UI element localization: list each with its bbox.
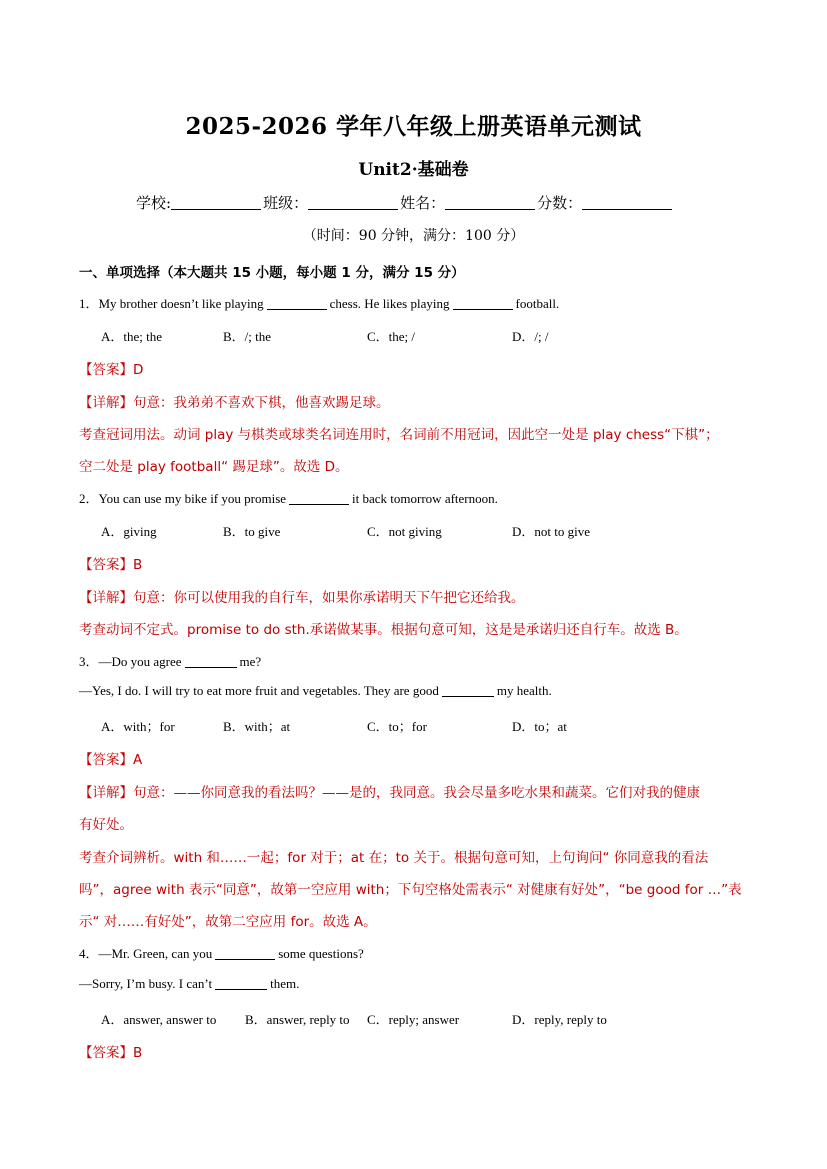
option-b: B．with；at — [223, 719, 291, 734]
option-c: C．to；for — [367, 719, 427, 734]
exam-subtitle: Unit2·基础卷 — [358, 160, 469, 180]
option-d: D．reply, reply to — [512, 1012, 607, 1027]
option-d: D．not to give — [512, 524, 590, 539]
answer-2: 【答案】B — [79, 557, 143, 573]
blank — [453, 297, 513, 310]
explain-2-line-2: 考查动词不定式。promise to do sth.承诺做某事。根据句意可知，这是是承诺归还自行车。故选 B。 — [79, 622, 688, 638]
school-label: 学校: — [136, 194, 172, 212]
student-info-row — [136, 192, 736, 213]
option-c: C．not giving — [367, 524, 442, 539]
option-d: D．/; / — [512, 329, 549, 344]
question-2-stem: 2．You can use my bike if you promise it back tomorrow afternoon. — [79, 491, 498, 506]
option-b: B．to give — [223, 524, 281, 539]
section-heading: 一、单项选择（本大题共 15 小题，每小题 1 分，满分 15 分） — [79, 265, 465, 281]
question-4-stem: 4．—Mr. Green, can you some questions? — [79, 946, 364, 961]
explain-1-line-1: 【详解】句意：我弟弟不喜欢下棋，他喜欢踢足球。 — [79, 395, 390, 411]
answer-3: 【答案】A — [79, 752, 143, 768]
explain-3-line-5: 示“ 对……有好处”，故第二空应用 for。故选 A。 — [79, 914, 377, 930]
option-c: C．reply; answer — [367, 1012, 460, 1027]
explain-3-line-2: 有好处。 — [79, 817, 133, 833]
blank — [267, 297, 327, 310]
blank — [442, 684, 494, 697]
school-blank[interactable] — [171, 195, 261, 210]
score-blank[interactable] — [582, 195, 672, 210]
blank — [185, 655, 237, 668]
question-4-stem-2: —Sorry, I’m busy. I can’t them. — [79, 976, 300, 991]
explain-1-line-3: 空二处是 play football“ 踢足球”。故选 D。 — [79, 459, 349, 475]
option-b: B．/; the — [223, 329, 272, 344]
name-blank[interactable] — [445, 195, 535, 210]
answer-1: 【答案】D — [79, 362, 144, 378]
option-a: A．answer, answer to — [101, 1012, 217, 1027]
explain-1-line-2: 考查冠词用法。动词 play 与棋类或球类名词连用时，名词前不用冠词，因此空一处是 play chess“下棋”； — [79, 427, 719, 443]
option-a: A．the; the — [101, 329, 163, 344]
score-label: 分数： — [537, 194, 583, 212]
blank — [289, 492, 349, 505]
option-a: A．giving — [101, 524, 157, 539]
option-b: B．answer, reply to — [245, 1012, 350, 1027]
explain-3-line-3: 考查介词辨析。with 和……一起；for 对于；at 在；to 关于。根据句意可知，上句询问“ 你同意我的看法 — [79, 850, 709, 866]
exam-title: 2025-2026 学年八年级上册英语单元测试 — [185, 113, 642, 140]
question-3-stem: 3．—Do you agree me? — [79, 654, 262, 669]
question-1-stem: 1．My brother doesn’t like playing chess. He likes playing football. — [79, 296, 560, 311]
blank — [215, 977, 267, 990]
answer-4: 【答案】B — [79, 1045, 143, 1061]
time-note: （时间：90 分钟，满分：100 分） — [302, 228, 525, 244]
name-label: 姓名： — [400, 194, 446, 212]
option-d: D．to；at — [512, 719, 567, 734]
blank — [215, 947, 275, 960]
class-blank[interactable] — [308, 195, 398, 210]
option-c: C．the; / — [367, 329, 416, 344]
explain-3-line-1: 【详解】句意：——你同意我的看法吗？——是的，我同意。我会尽量多吃水果和蔬菜。它们对我的健康 — [79, 785, 700, 801]
explain-3-line-4: 吗”，agree with 表示“同意”，故第一空应用 with；下句空格处需表示“ 对健康有好处”，“be good for …”表 — [79, 882, 742, 898]
class-label: 班级： — [263, 194, 309, 212]
question-3-stem-2: —Yes, I do. I will try to eat more fruit and vegetables. They are good my health. — [79, 683, 552, 698]
explain-2-line-1: 【详解】句意：你可以使用我的自行车，如果你承诺明天下午把它还给我。 — [79, 590, 525, 606]
option-a: A．with；for — [101, 719, 175, 734]
